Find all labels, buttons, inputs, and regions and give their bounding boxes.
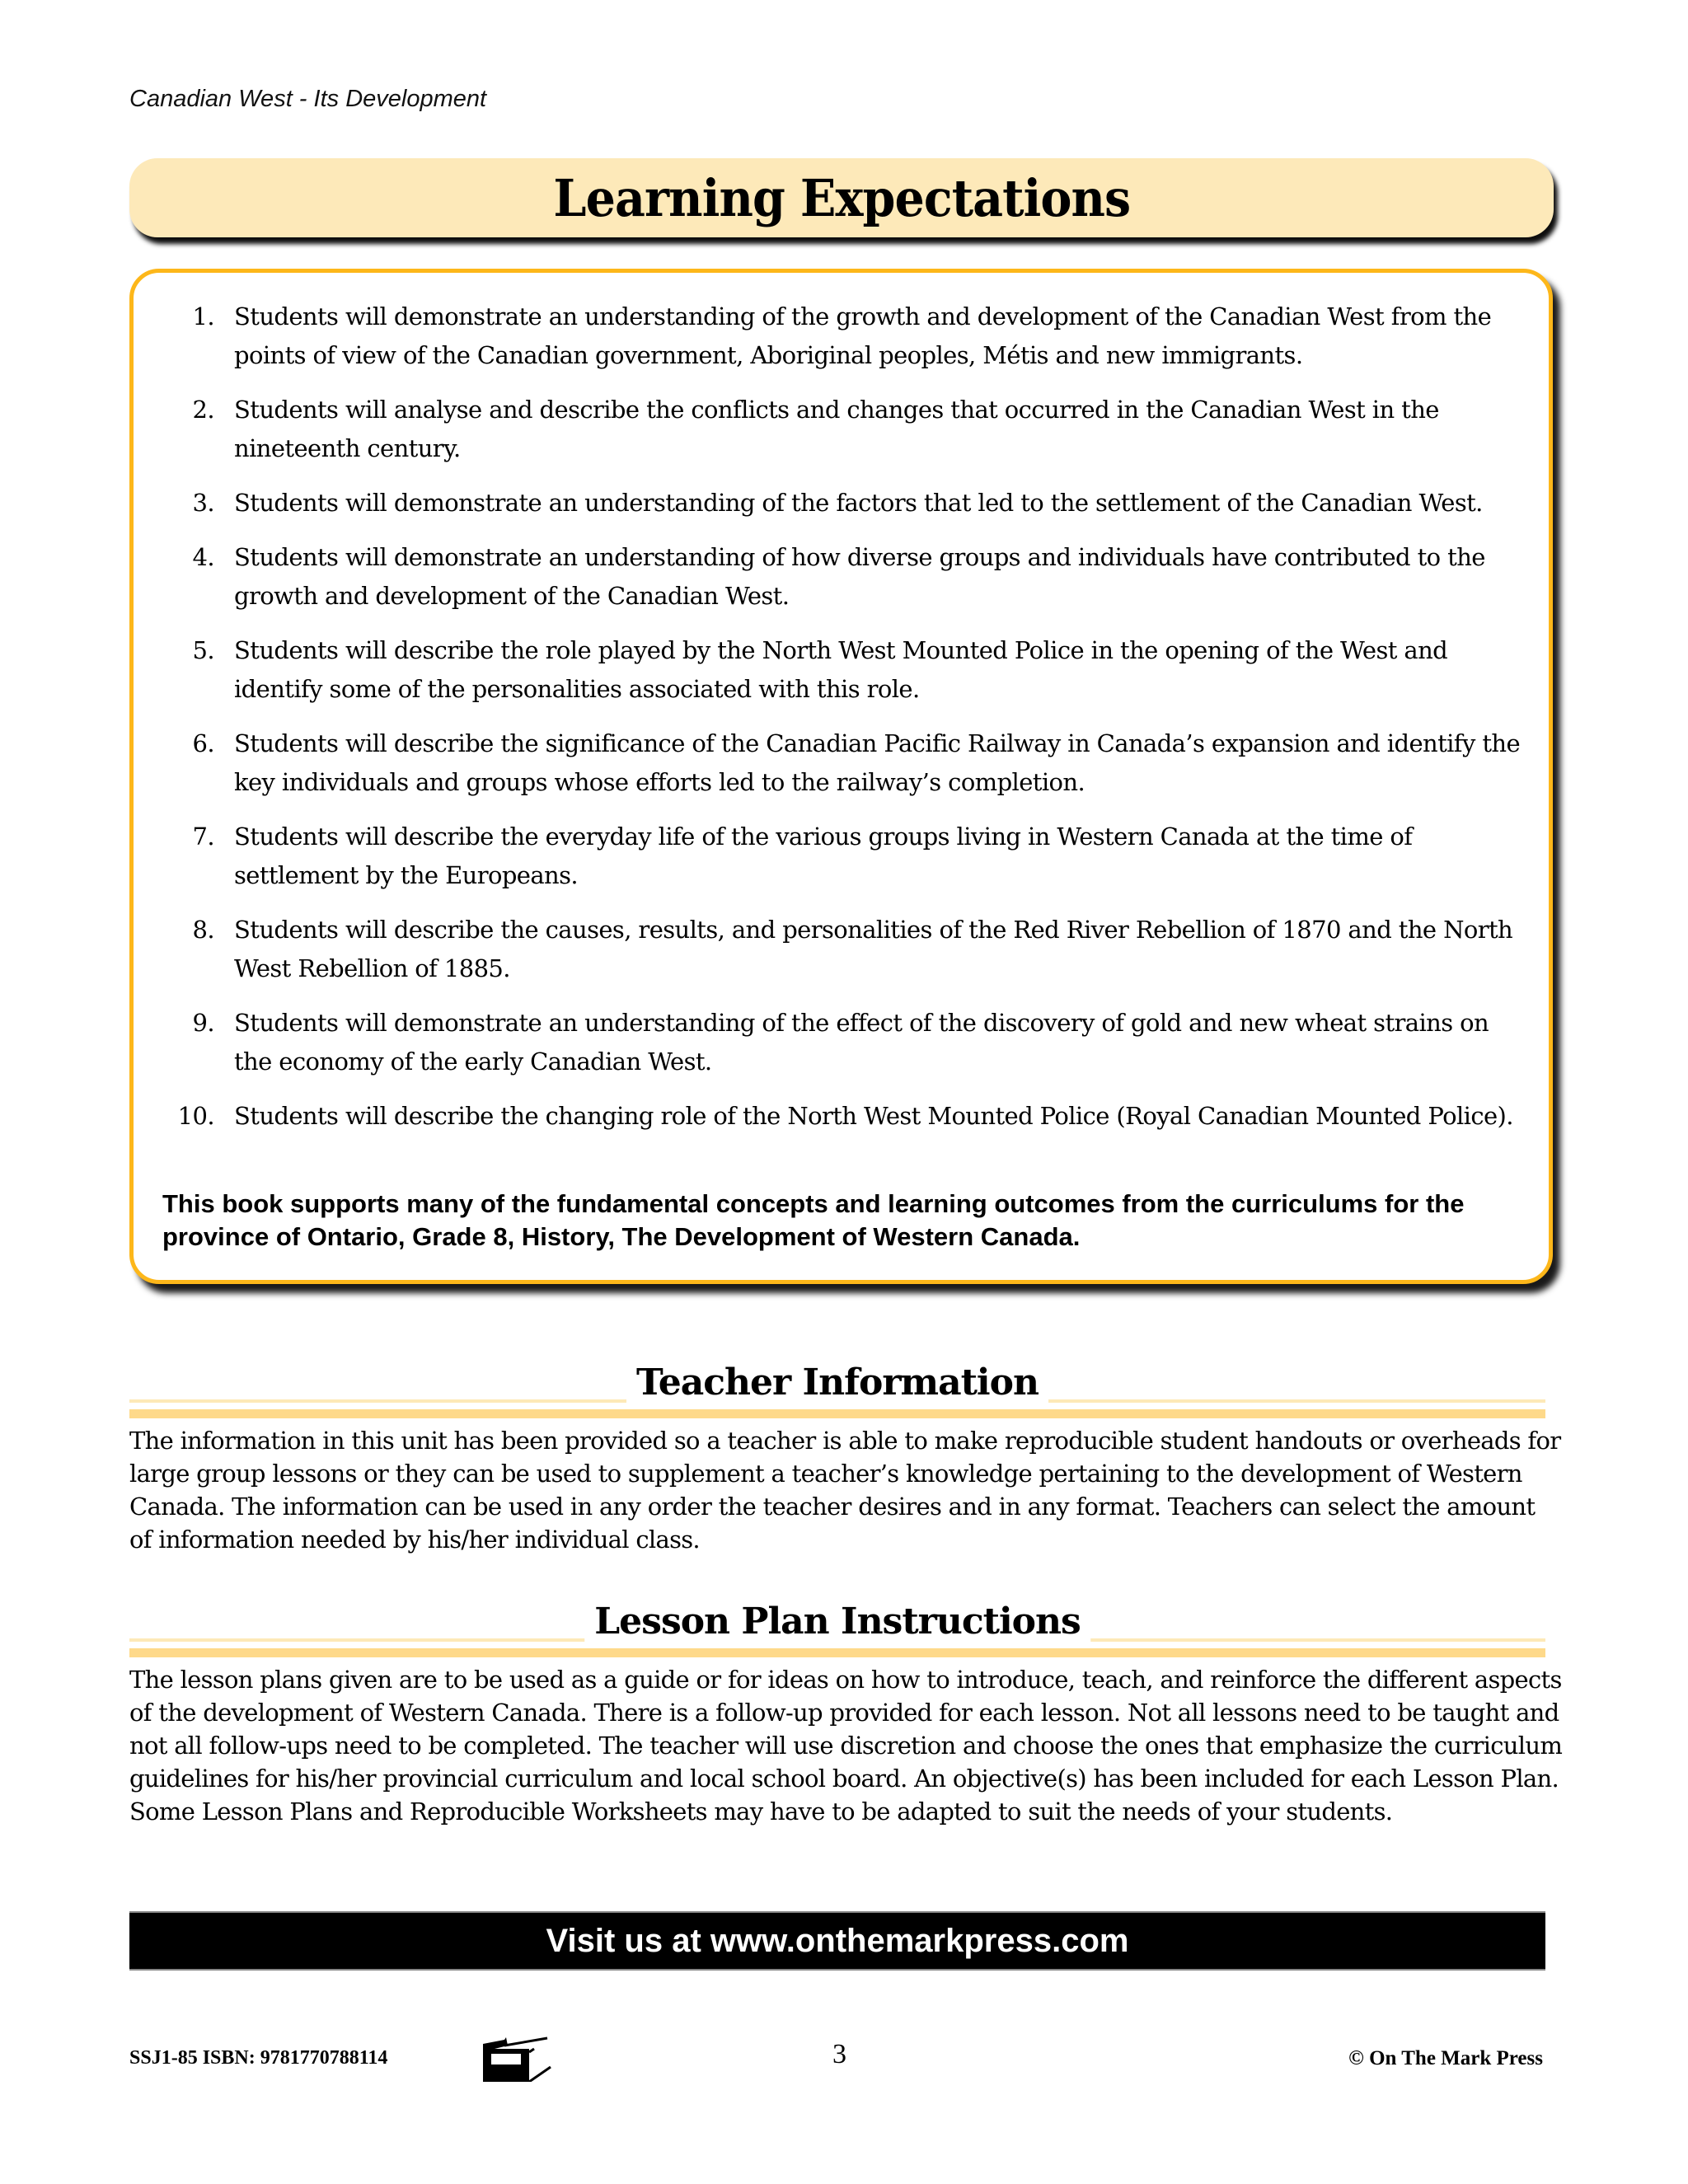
teacher-information-heading: Teacher Information bbox=[626, 1361, 1048, 1404]
learning-expectations-box bbox=[129, 269, 1553, 1284]
teacher-information-heading-block bbox=[129, 1361, 1545, 1414]
expectation-text: Students will demonstrate an understanding of the factors that led to the settlement of the Canadian West. bbox=[234, 489, 1483, 517]
product-code-isbn: SSJ1-85 ISBN: 9781770788114 bbox=[129, 2047, 388, 2069]
lesson-plan-heading: Lesson Plan Instructions bbox=[584, 1601, 1090, 1643]
expectation-text: Students will demonstrate an understanding of the effect of the discovery of gold and new wheat strains on the economy of the early Canadian West. bbox=[234, 1009, 1489, 1076]
page-footer bbox=[0, 2036, 1688, 2085]
expectation-number: 8. bbox=[192, 916, 214, 944]
teacher-information-text: The information in this unit has been provided so a teacher is able to make reproducible student handouts or overheads for large group lessons or they can be used to supplement a teacher’s knowledge pertaining to the development of Western Canada. The information can be used in any order the teacher desires and in any format. Teachers can select the amount of information needed by his/her individual class. bbox=[129, 1427, 1561, 1554]
expectation-item bbox=[134, 911, 1549, 988]
expectation-number: 9. bbox=[192, 1009, 214, 1037]
expectation-item bbox=[134, 724, 1549, 802]
expectation-item bbox=[134, 818, 1549, 895]
page-title: Learning Expectations bbox=[553, 167, 1130, 228]
expectation-text: Students will demonstrate an understanding of the growth and development of the Canadian West from the points of view of the Canadian government, Aboriginal peoples, Métis and new immigrants. bbox=[234, 302, 1492, 369]
expectation-text: Students will describe the changing role of the North West Mounted Police (Royal Canadian Mounted Police). bbox=[234, 1102, 1513, 1130]
expectation-number: 5. bbox=[192, 636, 214, 664]
website-link[interactable]: Visit us at www.onthemarkpress.com bbox=[546, 1922, 1129, 1959]
expectation-number: 4. bbox=[192, 543, 214, 571]
expectation-text: Students will demonstrate an understanding of how diverse groups and individuals have contributed to the growth and development of the Canadian West. bbox=[234, 543, 1485, 610]
expectation-text: Students will describe the significance of the Canadian Pacific Railway in Canada’s expansion and identify the key individuals and groups whose efforts led to the railway’s completion. bbox=[234, 729, 1521, 796]
expectation-number: 6. bbox=[192, 729, 214, 757]
expectation-text: Students will analyse and describe the conflicts and changes that occurred in the Canadian West in the nineteenth century. bbox=[234, 396, 1439, 462]
expectation-item bbox=[134, 484, 1549, 523]
heading-rule-thick bbox=[129, 1409, 1545, 1418]
lesson-plan-heading-block bbox=[129, 1601, 1545, 1653]
photocopier-icon bbox=[483, 2036, 575, 2082]
copyright: © On The Mark Press bbox=[1348, 2047, 1543, 2069]
expectation-number: 2. bbox=[192, 396, 214, 424]
expectation-number: 10. bbox=[177, 1102, 214, 1130]
expectation-item bbox=[134, 391, 1549, 468]
page-number: 3 bbox=[832, 2039, 846, 2069]
expectation-item bbox=[134, 631, 1549, 709]
expectation-number: 7. bbox=[192, 823, 214, 851]
expectation-number: 1. bbox=[192, 302, 214, 330]
lesson-plan-text: The lesson plans given are to be used as a guide or for ideas on how to introduce, teach, and reinforce the different aspects of the development of Western Canada. There is a follow-up provided for each lesson. Not all lessons need to be taught and not all follow-ups need to be completed. The teacher will use discretion and choose the ones that emphasize the curriculum guidelines for his/her provincial curriculum and local school board. An objective(s) has been included for each Lesson Plan. Some Lesson Plans and Reproducible Worksheets may have to be adapted to suit the needs of your students. bbox=[129, 1666, 1563, 1825]
heading-rule-thick bbox=[129, 1648, 1545, 1657]
expectation-text: Students will describe the causes, results, and personalities of the Red River Rebellion of 1870 and the North West Rebellion of 1885. bbox=[234, 916, 1513, 982]
expectation-item bbox=[134, 298, 1549, 375]
curriculum-support-note: This book supports many of the fundamental concepts and learning outcomes from the curriculums for the province of Ontario, Grade 8, History, The Development of Western Canada. bbox=[162, 1189, 1465, 1251]
expectation-text: Students will describe the everyday life of the various groups living in Western Canada at the time of settlement by the Europeans. bbox=[234, 823, 1413, 889]
title-banner bbox=[129, 158, 1554, 237]
expectations-list bbox=[134, 298, 1549, 1151]
expectation-item bbox=[134, 1097, 1549, 1136]
running-head: Canadian West - Its Development bbox=[129, 86, 487, 112]
website-banner[interactable] bbox=[129, 1911, 1545, 1971]
expectation-text: Students will describe the role played by the North West Mounted Police in the opening of the West and identify some of the personalities associated with this role. bbox=[234, 636, 1448, 703]
expectation-number: 3. bbox=[192, 489, 214, 517]
expectation-item bbox=[134, 1004, 1549, 1081]
expectation-item bbox=[134, 538, 1549, 616]
